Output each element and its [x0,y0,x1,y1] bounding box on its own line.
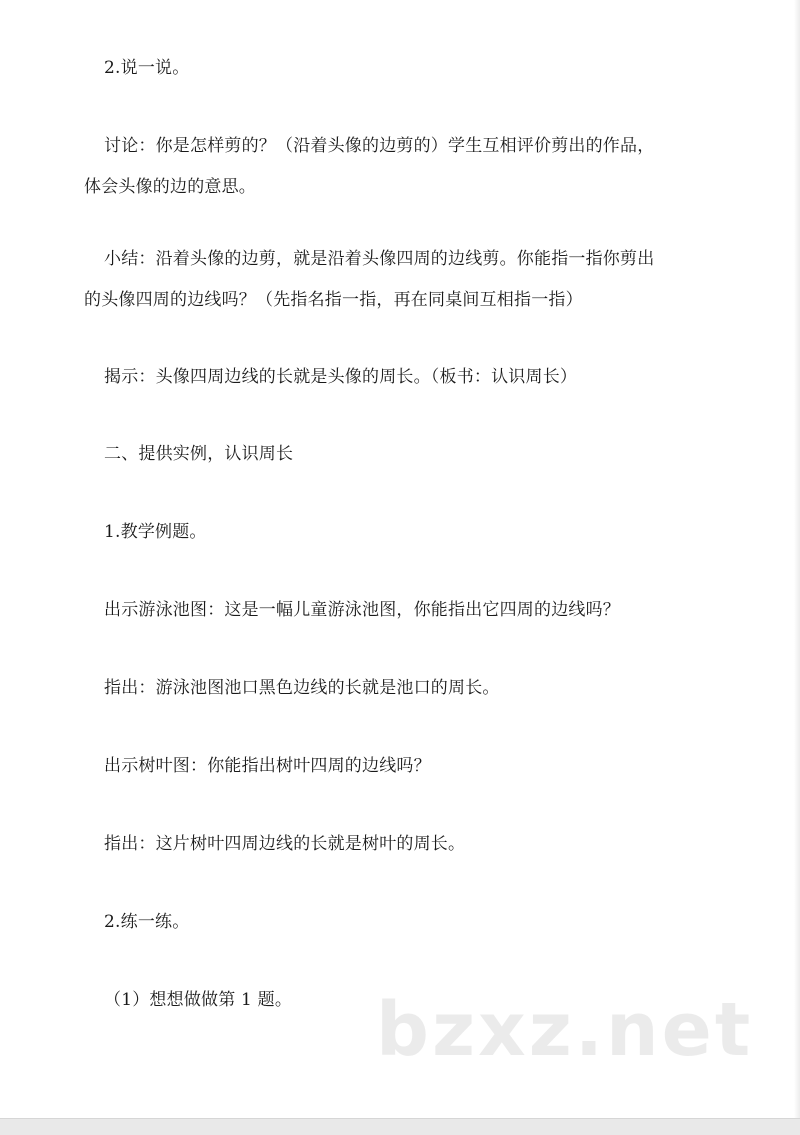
section-heading-examples: 二、提供实例，认识周长 [104,444,294,464]
page-edge-shadow [794,0,800,1118]
paragraph-leaf-picture: 出示树叶图：你能指出树叶四周的边线吗？ [104,756,431,776]
page-gap [0,1118,800,1135]
paragraph-discussion-line1: 讨论：你是怎样剪的？（沿着头像的边剪的）学生互相评价剪出的作品， [104,136,655,156]
paragraph-reveal: 揭示：头像四周边线的长就是头像的周长。（板书：认识周长） [104,367,578,387]
paragraph-summary-line1: 小结：沿着头像的边剪，就是沿着头像四周的边线剪。你能指一指你剪出 [104,249,655,269]
paragraph-exercise-1: （1）想想做做第 1 题。 [104,990,293,1010]
paragraph-pool-point-out: 指出：游泳池图池口黑色边线的长就是池口的周长。 [104,678,500,698]
paragraph-leaf-point-out: 指出：这片树叶四周边线的长就是树叶的周长。 [104,834,466,854]
paragraph-practice: 2.练一练。 [104,912,190,932]
paragraph-discussion-line2: 体会头像的边的意思。 [84,177,256,197]
paragraph-summary-line2: 的头像四周的边线吗？（先指名指一指，再在同桌间互相指一指） [84,290,583,310]
paragraph-pool-picture: 出示游泳池图：这是一幅儿童游泳池图，你能指出它四周的边线吗？ [104,600,620,620]
paragraph-teach-example: 1.教学例题。 [104,522,207,542]
watermark-logo: bzxz.net [376,987,754,1073]
paragraph-say: 2.说一说。 [104,58,190,78]
